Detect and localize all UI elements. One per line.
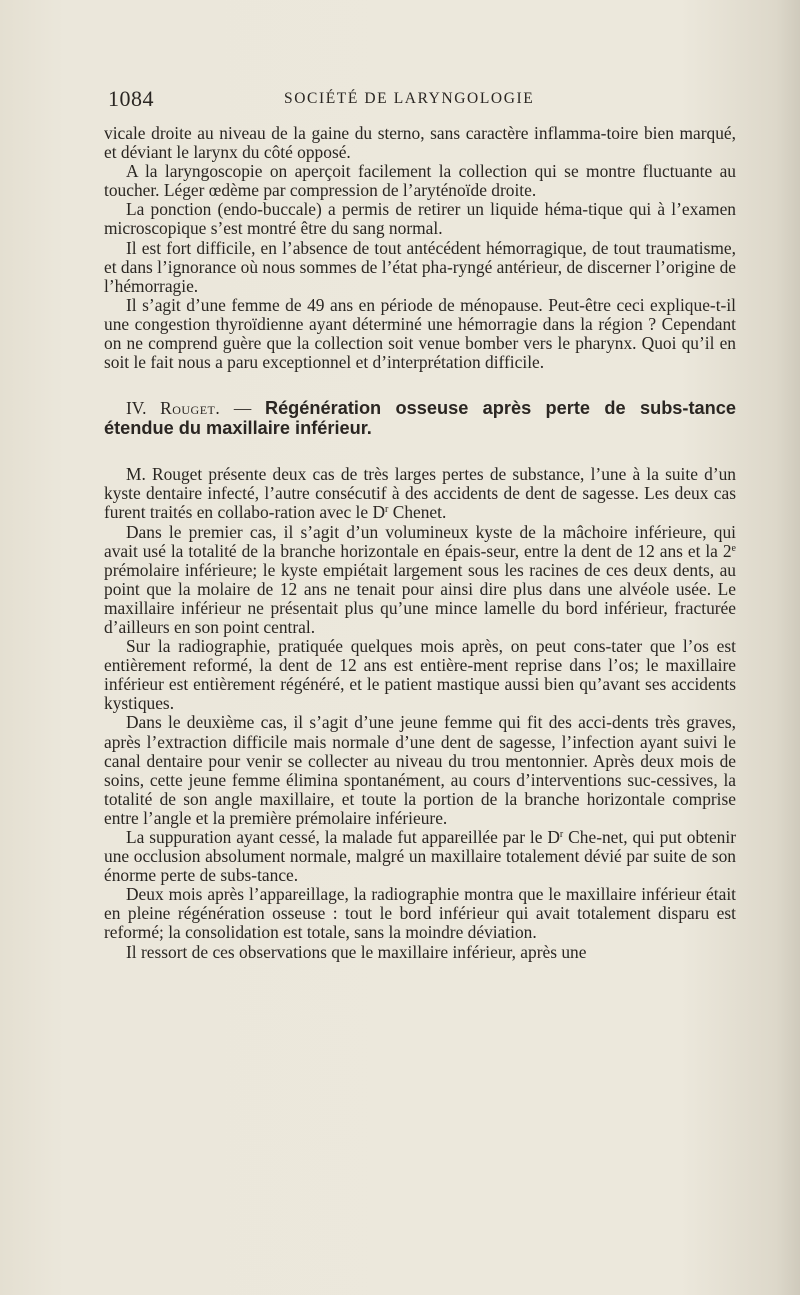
paragraph-second-case: Dans le deuxième cas, il s’agit d’une jeune femme qui fit des acci-dents très graves, après l’extraction difficile mais normale d’une dent de sagesse, l’infection ayant suivi le canal dentaire pour venir se collecter au niveau du trou mentonnier. Après deux mois de soins, cette jeune femme élimina spontanément, au cours d’interventions suc-cessives, la totalité de son angle maxillaire, et toute la portion de la branche horizontale comprise entre l’angle et la première prémolaire inférieure. — [104, 712, 736, 828]
paragraph-presentation: M. Rouget présente deux cas de très larges pertes de substance, l’une à la suite d’un kyste dentaire infecté, l’autre consécutif à des accidents de dent de sagesse. Les deux cas furent traités en collabo-ration avec le $D^r$ Chenet. — [104, 464, 736, 523]
paragraph-first-case: Dans le premier cas, il s’agit d’un volumineux kyste de la mâchoire inférieure, qui avait usé la totalité de la branche horizontale en épais-seur, entre la dent de 12 ans et la 2e prémolaire inférieure; le kyste empiétait largement sous les racines de ces deux dents, au point que la molaire de 12 ans ne tenait pour ainsi dire plus dans une alvéole usée. Le maxillaire inférieur ne présentait plus qu’une mince lamelle du bord inférieur, fracturée d’ailleurs en son point central. — [104, 521, 736, 637]
section-title: Régénération osseuse après perte de subs-tance étendue du maxillaire inférieur. — [104, 398, 736, 438]
section-author: Rouget. — [160, 398, 221, 419]
paragraph-menopause: Il s’agit d’une femme de 49 ans en période de ménopause. Peut-être ceci explique-t-il une congestion thyroïdienne ayant déterminé une hémorragie dans la région ? Cependant on ne comprend guère que la collection soit venue bomber vers le pharynx. Quoi qu’il en soit le fait nous a paru exceptionnel et d’interprétation difficile. — [104, 294, 736, 373]
paragraph-puncture: La ponction (endo-buccale) a permis de retirer un liquide héma-tique qui à l’examen microscopique s’est montré être du sang normal. — [104, 199, 736, 239]
section-number: IV. — [126, 398, 147, 419]
paragraph-suppuration: La suppuration ayant cessé, la malade fut appareillée par le $D^r$ Che-net, qui put obtenir une occlusion absolument normale, malgré un maxillaire totalement dévié par suite de son énorme perte de subs-tance. — [104, 827, 737, 886]
running-title: SOCIÉTÉ DE LARYNGOLOGIE — [284, 90, 535, 107]
paragraph-continued: vicale droite au niveau de la gaine du sterno, sans caractère inflamma-toire bien marqué, et déviant le larynx du côté opposé. — [104, 123, 736, 163]
section-separator: — — [220, 398, 265, 419]
superscript: r — [559, 829, 564, 840]
superscript: e — [731, 542, 736, 554]
paragraph-radiography: Sur la radiographie, pratiquée quelques mois après, on peut cons-tater que l’os est entièrement reformé, la dent de 12 ans est entière-ment reprise dans l’os; le maxillaire inférieur est entièrement régénéré, et le patient mastique aussi bien qu’avant ses accidents kystiques. — [104, 636, 736, 714]
paragraph-regeneration: Deux mois après l’appareillage, la radiographie montra que le maxillaire inférieur était en pleine régénération osseuse : tout le bord inférieur qui avait totalement disparu est reformé; la consolidation est totale, sans la moindre déviation. — [104, 884, 736, 943]
superscript: r — [385, 504, 389, 516]
article-body — [104, 124, 736, 962]
paragraph-laryngoscopy: A la laryngoscopie on aperçoit facilement la collection qui se montre fluctuante au toucher. Léger œdème par compression de l’aryténoïde droite. — [104, 161, 736, 201]
section-heading — [104, 399, 736, 438]
paragraph-conclusion: Il ressort de ces observations que le maxillaire inférieur, après une — [126, 941, 587, 962]
page-header — [108, 86, 748, 114]
page-number: 1084 — [108, 86, 154, 111]
paragraph-origin: Il est fort difficile, en l’absence de tout antécédent hémorragique, de tout traumatisme, et dans l’ignorance où nous sommes de l’état pha-ryngé antérieur, de discerner l’origine de l’hémorragie. — [104, 237, 736, 296]
